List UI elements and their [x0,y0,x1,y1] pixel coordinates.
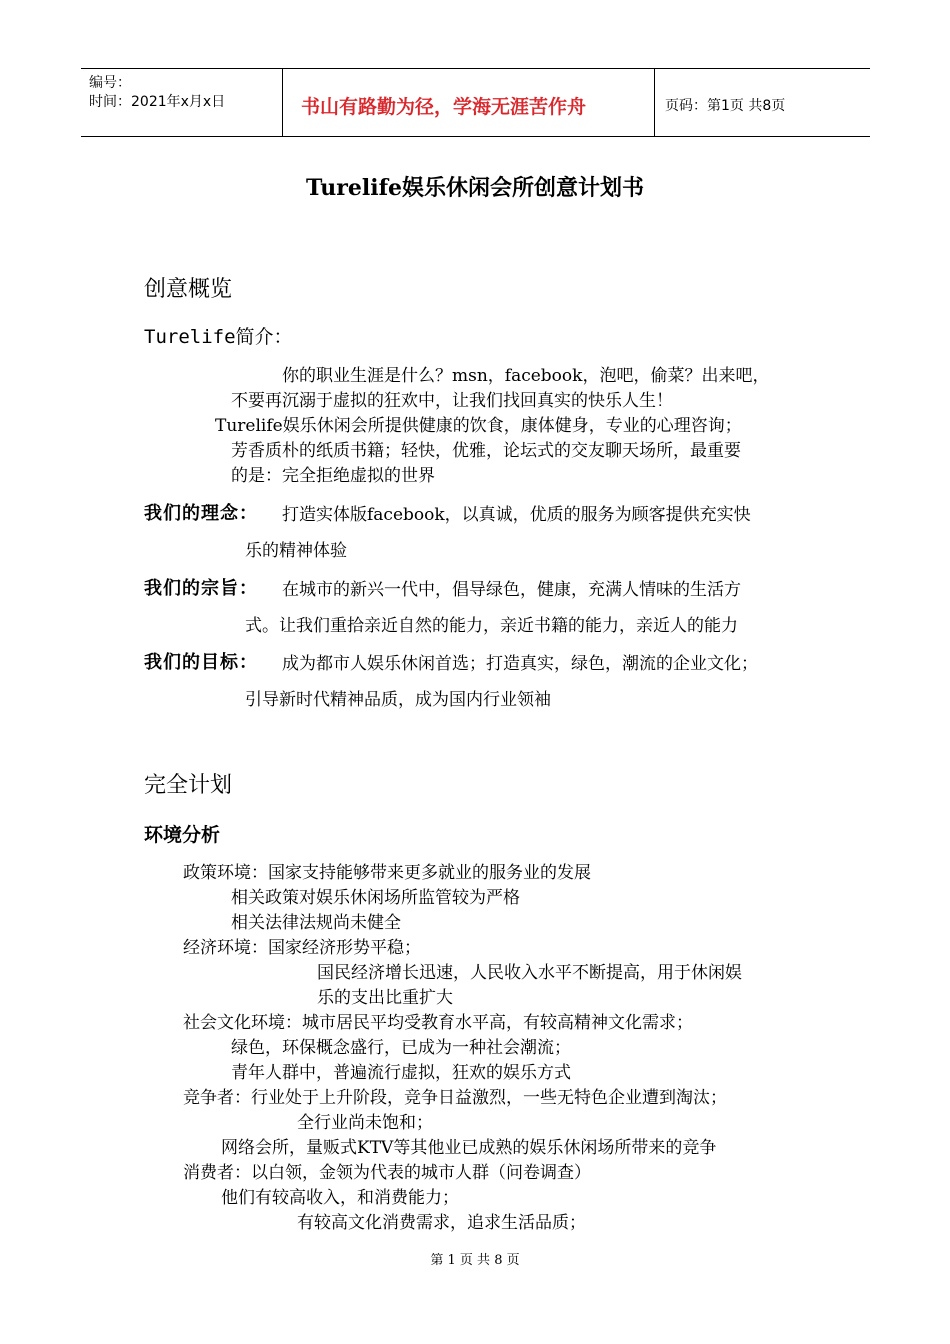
env-line: 青年人群中，普遍流行虚拟，狂欢的娱乐方式 [231,1063,571,1083]
intro-line: Turelife娱乐休闲会所提供健康的饮食，康体健身，专业的心理咨询； [215,416,742,436]
section-heading-overview: 创意概览 [144,277,233,302]
env-line: 绿色，环保概念盛行，已成为一种社会潮流； [231,1038,571,1058]
env-line: 经济环境：国家经济形势平稳； [183,938,421,958]
env-line: 消费者：以白领，金领为代表的城市人群（问卷调查） [183,1163,591,1183]
intro-line: 的是：完全拒绝虚拟的世界 [231,466,435,486]
purpose-label: 我们的宗旨： [144,578,258,599]
env-line: 国民经济增长迅速，人民收入水平不断提高，用于休闲娱 [317,963,742,983]
header-motto [283,69,655,136]
concept-line: 乐的精神体验 [245,541,347,561]
purpose-line: 式。让我们重拾亲近自然的能力，亲近书籍的能力，亲近人的能力 [245,616,738,636]
env-line: 相关法律法规尚未健全 [231,913,401,933]
concept-line: 打造实体版facebook，以真诚，优质的服务为顾客提供充实快 [282,505,751,525]
header-meta [81,69,283,136]
intro-line: 你的职业生涯是什么？msn，facebook，泡吧，偷菜？出来吧， [282,366,770,386]
page-footer: 第 1 页 共 8 页 [430,1253,520,1268]
purpose-line: 在城市的新兴一代中，倡导绿色，健康，充满人情味的生活方 [282,580,741,600]
time-label: 时间：2021年x月x日 [89,94,226,110]
goal-line: 引导新时代精神品质，成为国内行业领袖 [245,690,551,710]
doc-title: Turelife娱乐休闲会所创意计划书 [305,175,645,201]
goal-line: 成为都市人娱乐休闲首选；打造真实，绿色，潮流的企业文化； [282,654,758,674]
motto-text: 书山有路勤为径，学海无涯苦作舟 [301,96,587,118]
env-heading: 环境分析 [144,824,221,846]
intro-line: 不要再沉溺于虚拟的狂欢中，让我们找回真实的快乐人生！ [231,391,673,411]
code-label: 编号： [89,75,131,91]
env-line: 有较高文化消费需求，追求生活品质； [297,1213,586,1233]
env-line: 竞争者：行业处于上升阶段，竞争日益激烈，一些无特色企业遭到淘汰； [183,1088,727,1108]
env-line: 政策环境：国家支持能够带来更多就业的服务业的发展 [183,863,591,883]
concept-label: 我们的理念： [144,503,258,524]
goal-label: 我们的目标： [144,652,258,673]
intro-heading: Turelife简介： [144,326,293,348]
page-header [81,68,870,137]
env-line: 他们有较高收入，和消费能力； [221,1188,459,1208]
header-page-info [655,69,870,136]
intro-line: 芳香质朴的纸质书籍；轻快，优雅，论坛式的交友聊天场所，最重要 [231,441,741,461]
env-line: 全行业尚未饱和； [297,1113,433,1133]
env-line: 相关政策对娱乐休闲场所监管较为严格 [231,888,520,908]
page-info-text: 页码：第1页 共8页 [665,98,786,114]
section-heading-plan: 完全计划 [144,773,233,798]
env-line: 乐的支出比重扩大 [317,988,453,1008]
env-line: 网络会所，量贩式KTV等其他业已成熟的娱乐休闲场所带来的竞争 [221,1138,717,1158]
env-line: 社会文化环境：城市居民平均受教育水平高，有较高精神文化需求； [183,1013,693,1033]
